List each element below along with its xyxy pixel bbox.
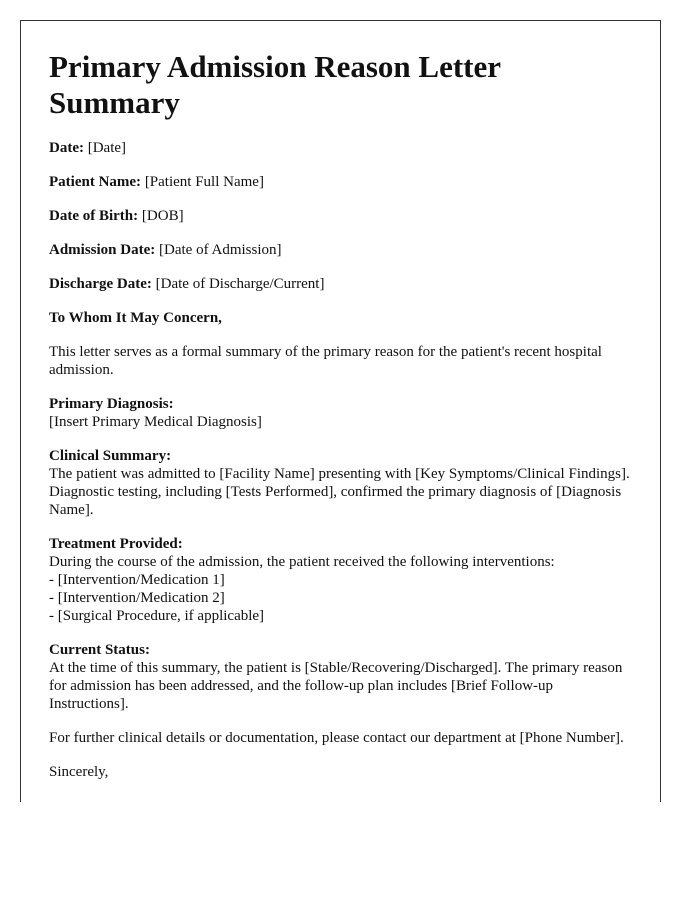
field-admission-date bbox=[49, 241, 632, 259]
section-primary-diagnosis bbox=[49, 395, 632, 431]
field-patient-name bbox=[49, 173, 632, 191]
field-value: [Patient Full Name] bbox=[144, 174, 264, 190]
field-value: [Date] bbox=[87, 140, 127, 156]
field-value: [Date of Admission] bbox=[159, 242, 282, 258]
field-date-of-birth bbox=[49, 207, 632, 225]
section-heading: Primary Diagnosis: bbox=[49, 396, 174, 412]
field-label: Admission Date: bbox=[49, 242, 156, 258]
list-item: - [Surgical Procedure, if applicable] bbox=[49, 608, 265, 624]
field-value: [DOB] bbox=[141, 208, 184, 224]
contact-paragraph: For further clinical details or documentation, please contact our department at [Phone Number]. bbox=[49, 730, 624, 746]
letter-container bbox=[20, 20, 661, 802]
section-treatment-provided bbox=[49, 535, 632, 625]
section-clinical-summary bbox=[49, 447, 632, 519]
field-label: Discharge Date: bbox=[49, 276, 152, 292]
section-heading: Treatment Provided: bbox=[49, 536, 183, 552]
list-item: - [Intervention/Medication 1] bbox=[49, 572, 225, 588]
section-text: [Insert Primary Medical Diagnosis] bbox=[49, 414, 262, 430]
section-heading: Clinical Summary: bbox=[49, 448, 172, 464]
section-heading: Current Status: bbox=[49, 642, 150, 658]
salutation: To Whom It May Concern, bbox=[49, 310, 222, 326]
page-title: Primary Admission Reason Letter Summary bbox=[49, 49, 501, 120]
field-label: Date: bbox=[49, 140, 84, 156]
section-text: At the time of this summary, the patient is [Stable/Recovering/Discharged]. The primary reason for admission has been addressed, and the follow-up plan includes [Brief Follow-up Instructions]. bbox=[49, 660, 623, 712]
field-discharge-date bbox=[49, 275, 632, 293]
field-label: Patient Name: bbox=[49, 174, 142, 190]
section-current-status bbox=[49, 641, 632, 713]
section-text: The patient was admitted to [Facility Name] presenting with [Key Symptoms/Clinical Findings]. Diagnostic testing, including [Tests Performed], confirmed the primary diagnosis of [Diagnosis Name]. bbox=[49, 466, 630, 518]
closing: Sincerely, bbox=[49, 764, 109, 780]
field-label: Date of Birth: bbox=[49, 208, 139, 224]
intro-paragraph: This letter serves as a formal summary of the primary reason for the patient's recent hospital admission. bbox=[49, 344, 602, 378]
section-text: During the course of the admission, the patient received the following interventions: bbox=[49, 554, 555, 570]
field-date bbox=[49, 139, 632, 157]
field-value: [Date of Discharge/Current] bbox=[155, 276, 325, 292]
list-item: - [Intervention/Medication 2] bbox=[49, 590, 225, 606]
